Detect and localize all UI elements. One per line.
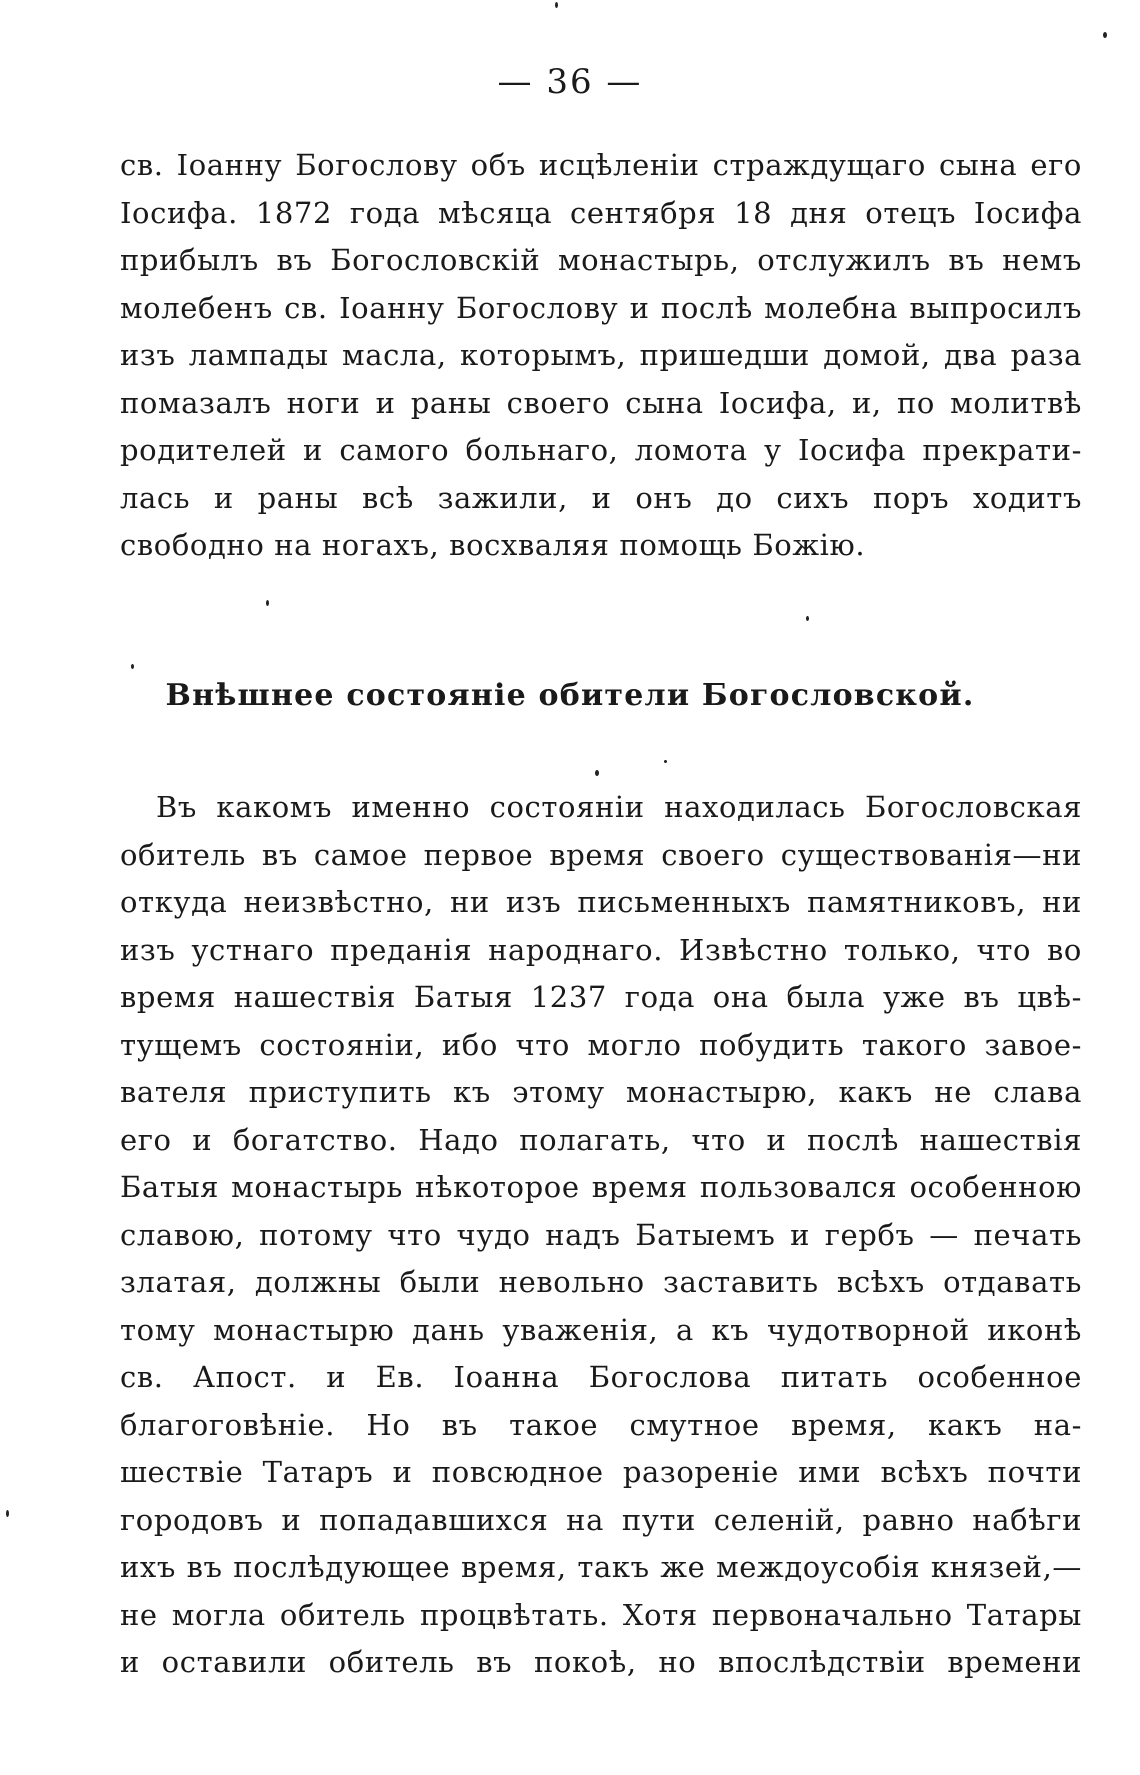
text-line: изъ устнаго преданія народнаго. Извѣстно только, что во <box>120 932 1082 967</box>
scan-speck <box>131 664 134 669</box>
text-line: и оставили обитель въ покоѣ, но впослѣдствіи времени <box>120 1645 1082 1679</box>
text-line: обитель въ самое первое время своего существованія—ни <box>120 837 1082 872</box>
scan-speck <box>266 600 269 606</box>
paragraph-monastery-condition <box>120 784 1082 1687</box>
text-line: ихъ въ послѣдующее время, такъ же междоусобія князей,— <box>120 1550 1082 1584</box>
text-line: не могла обитель процвѣтать. Хотя первоначально Татары <box>120 1597 1082 1632</box>
text-line: родителей и самого больнаго, ломота у Іосифа прекрати- <box>120 433 1082 467</box>
text-line: тущемъ состояніи, ибо что могло побудить такого завое- <box>120 1027 1082 1062</box>
text-line: изъ лампады масла, которымъ, пришедши домой, два раза <box>120 338 1082 372</box>
text-line: молебенъ св. Іоанну Богослову и послѣ молебна выпросилъ <box>120 290 1082 325</box>
scan-speck <box>1103 32 1107 38</box>
text-line: его и богатство. Надо полагать, что и послѣ нашествія <box>120 1122 1082 1157</box>
text-line: вателя приступить къ этому монастырю, какъ не слава <box>120 1075 1082 1109</box>
text-line: шествіе Татаръ и повсюдное разореніе ими всѣхъ почти <box>120 1455 1082 1489</box>
text-line: св. Іоанну Богослову объ исцѣленіи страждущаго сына его <box>120 148 1082 182</box>
page-number: — 36 — <box>497 62 643 102</box>
scan-speck <box>6 1510 9 1517</box>
text-line: златая, должны были невольно заставить всѣхъ отдавать <box>120 1265 1082 1299</box>
section-heading: Внѣшнее состояніе обители Богословской. <box>165 678 975 713</box>
text-line: св. Апост. и Ев. Іоанна Богослова питать особенное <box>120 1360 1082 1394</box>
text-line: прибылъ въ Богословскій монастырь, отслужилъ въ немъ <box>120 243 1082 277</box>
scan-speck <box>595 770 599 776</box>
text-line: лась и раны всѣ зажили, и онъ до сихъ поръ ходитъ <box>120 480 1082 515</box>
text-line: Въ какомъ именно состояніи находилась Богословская <box>156 790 1082 824</box>
text-line: благоговѣніе. Но въ такое смутное время, какъ на- <box>120 1407 1082 1442</box>
text-line: помазалъ ноги и раны своего сына Іосифа, и, по молитвѣ <box>120 385 1082 420</box>
paragraph-healing-account <box>120 142 1082 570</box>
text-line: тому монастырю дань уваженія, а къ чудотворной иконѣ <box>120 1312 1082 1347</box>
text-line: городовъ и попадавшихся на пути селеній, равно набѣги <box>120 1502 1082 1537</box>
text-line: Іосифа. 1872 года мѣсяца сентября 18 дня отецъ Іосифа <box>120 195 1082 230</box>
text-line: время нашествія Батыя 1237 года она была уже въ цвѣ- <box>120 980 1082 1014</box>
text-line: откуда неизвѣстно, ни изъ письменныхъ памятниковъ, ни <box>120 885 1082 919</box>
scan-speck <box>664 760 667 763</box>
text-line: свободно на ногахъ, восхваляя помощь Божію. <box>120 528 866 562</box>
text-line: славою, потому что чудо надъ Батыемъ и гербъ — печать <box>120 1217 1082 1252</box>
scan-speck <box>555 2 558 8</box>
text-line: Батыя монастырь нѣкоторое время пользовался особенною <box>120 1170 1082 1204</box>
scan-speck <box>806 616 809 621</box>
